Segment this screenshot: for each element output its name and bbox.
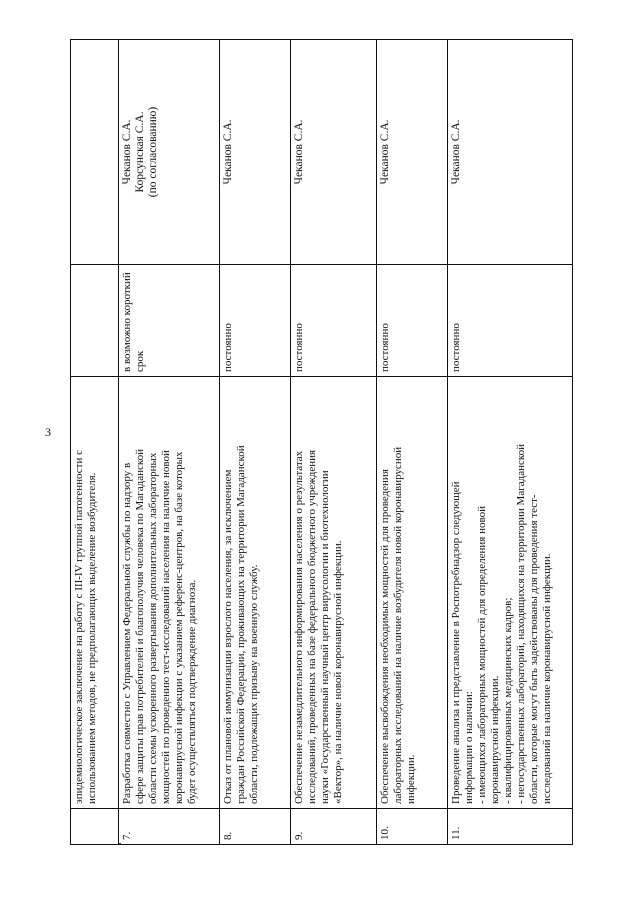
table-row bbox=[291, 40, 377, 845]
row-number: 11. bbox=[448, 809, 573, 845]
table-row bbox=[119, 40, 220, 845]
measure-line: - квалифицированных медицинских кадров; bbox=[502, 597, 515, 804]
deadline: в возможно короткий срок bbox=[119, 265, 220, 377]
table-row bbox=[219, 40, 290, 845]
responsible bbox=[291, 40, 377, 265]
measure-text bbox=[376, 377, 447, 809]
responsible-person: Чеканов С.А. bbox=[293, 119, 306, 185]
deadline: постоянно bbox=[376, 265, 447, 377]
measure-line: «Вектор», на наличие новой коронавирусной инфекции. bbox=[332, 540, 345, 804]
measure-line: - имеющихся лабораторных мощностей для определения новой bbox=[476, 506, 489, 804]
measure-line: области, которые могут быть задействованы для проведения тест- bbox=[528, 494, 541, 804]
responsible-person: Чеканов С.А. bbox=[450, 119, 463, 185]
responsible bbox=[219, 40, 290, 265]
row-number: 7. bbox=[119, 809, 220, 845]
measure-line: эпидемиологическое заключение на работу с III-IV группой патогенности с bbox=[73, 449, 85, 804]
measure-line: - негосударственных лабораторий, находящихся на территории Магаданской bbox=[515, 443, 528, 804]
measures-table-rotated bbox=[70, 40, 573, 845]
measure-line: исследований, проведенных на базе федерального бюджетного учреждения bbox=[306, 449, 319, 804]
row-number: 8. bbox=[219, 809, 290, 845]
row-number: 9. bbox=[291, 809, 377, 845]
row-number: 10. bbox=[376, 809, 447, 845]
measure-line: Обеспечение высвобождения необходимых мощностей для проведения bbox=[378, 469, 391, 804]
measure-line: лабораторных исследований на наличие возбудителя новой коронавирусной bbox=[391, 446, 404, 804]
measure-line: граждан Российской Федерации, проживающих на территории Магаданской bbox=[234, 445, 247, 804]
measure-line: коронавирусной инфекции. bbox=[489, 675, 502, 804]
measure-line: будет осуществляться подтверждение диагноза. bbox=[186, 579, 199, 804]
responsible-person: Чеканов С.А. bbox=[378, 119, 391, 185]
measure-line: науки «Государственный научный центр вирусологии и биотехнологии bbox=[319, 470, 332, 804]
row-number bbox=[71, 809, 119, 845]
deadline: постоянно bbox=[448, 265, 573, 377]
responsible bbox=[119, 40, 220, 265]
deadline: постоянно bbox=[219, 265, 290, 377]
measure-line: сфере защиты прав потребителей и благополучия человека по Магаданской bbox=[134, 448, 147, 804]
measure-line: Обеспечение незамедлительного информирования населения о результатах bbox=[293, 450, 306, 804]
responsible-person: Корсунская С.А. bbox=[134, 111, 147, 193]
measure-text bbox=[119, 377, 220, 809]
measure-line: коронавирусной инфекции с указанием референс-центров, на базе которых bbox=[173, 451, 186, 804]
measure-text bbox=[448, 377, 573, 809]
table-row bbox=[448, 40, 573, 845]
table-row bbox=[376, 40, 447, 845]
measure-text bbox=[219, 377, 290, 809]
page-number: 3 bbox=[45, 425, 51, 439]
measure-line: исследований на наличие коронавирусной инфекции. bbox=[541, 553, 554, 804]
measure-line: области, подлежащих призыву на военную службу. bbox=[247, 564, 260, 804]
measure-text bbox=[71, 377, 119, 809]
responsible-person: Чеканов С.А. bbox=[121, 119, 134, 185]
table-row bbox=[71, 40, 119, 845]
measure-line: области схемы ускоренного развертывания дополнительных лабораторных bbox=[147, 452, 160, 804]
measure-line: Проведение анализа и представление в Роспотребнадзор следующей bbox=[450, 481, 463, 804]
deadline bbox=[71, 265, 119, 377]
measure-line: информации о наличии: bbox=[463, 691, 476, 804]
measures-table bbox=[70, 39, 573, 845]
measure-text bbox=[291, 377, 377, 809]
deadline: постоянно bbox=[291, 265, 377, 377]
measure-line: Отказ от плановой иммунизации взрослого населения, за исключением bbox=[221, 469, 234, 804]
responsible bbox=[448, 40, 573, 265]
measure-line: инфекции. bbox=[404, 754, 417, 804]
measure-line: использованием методов, не предполагающих выделение возбудителя. bbox=[86, 472, 98, 804]
responsible-person: Чеканов С.А. bbox=[221, 119, 234, 185]
responsible-person: (по согласованию) bbox=[147, 106, 160, 198]
measure-line: Разработка совместно с Управлением Федеральной службы по надзору в bbox=[121, 462, 134, 804]
responsible bbox=[376, 40, 447, 265]
responsible bbox=[71, 40, 119, 265]
measure-line: мощностей по проведению тест-исследований населения на наличие новой bbox=[160, 450, 173, 804]
